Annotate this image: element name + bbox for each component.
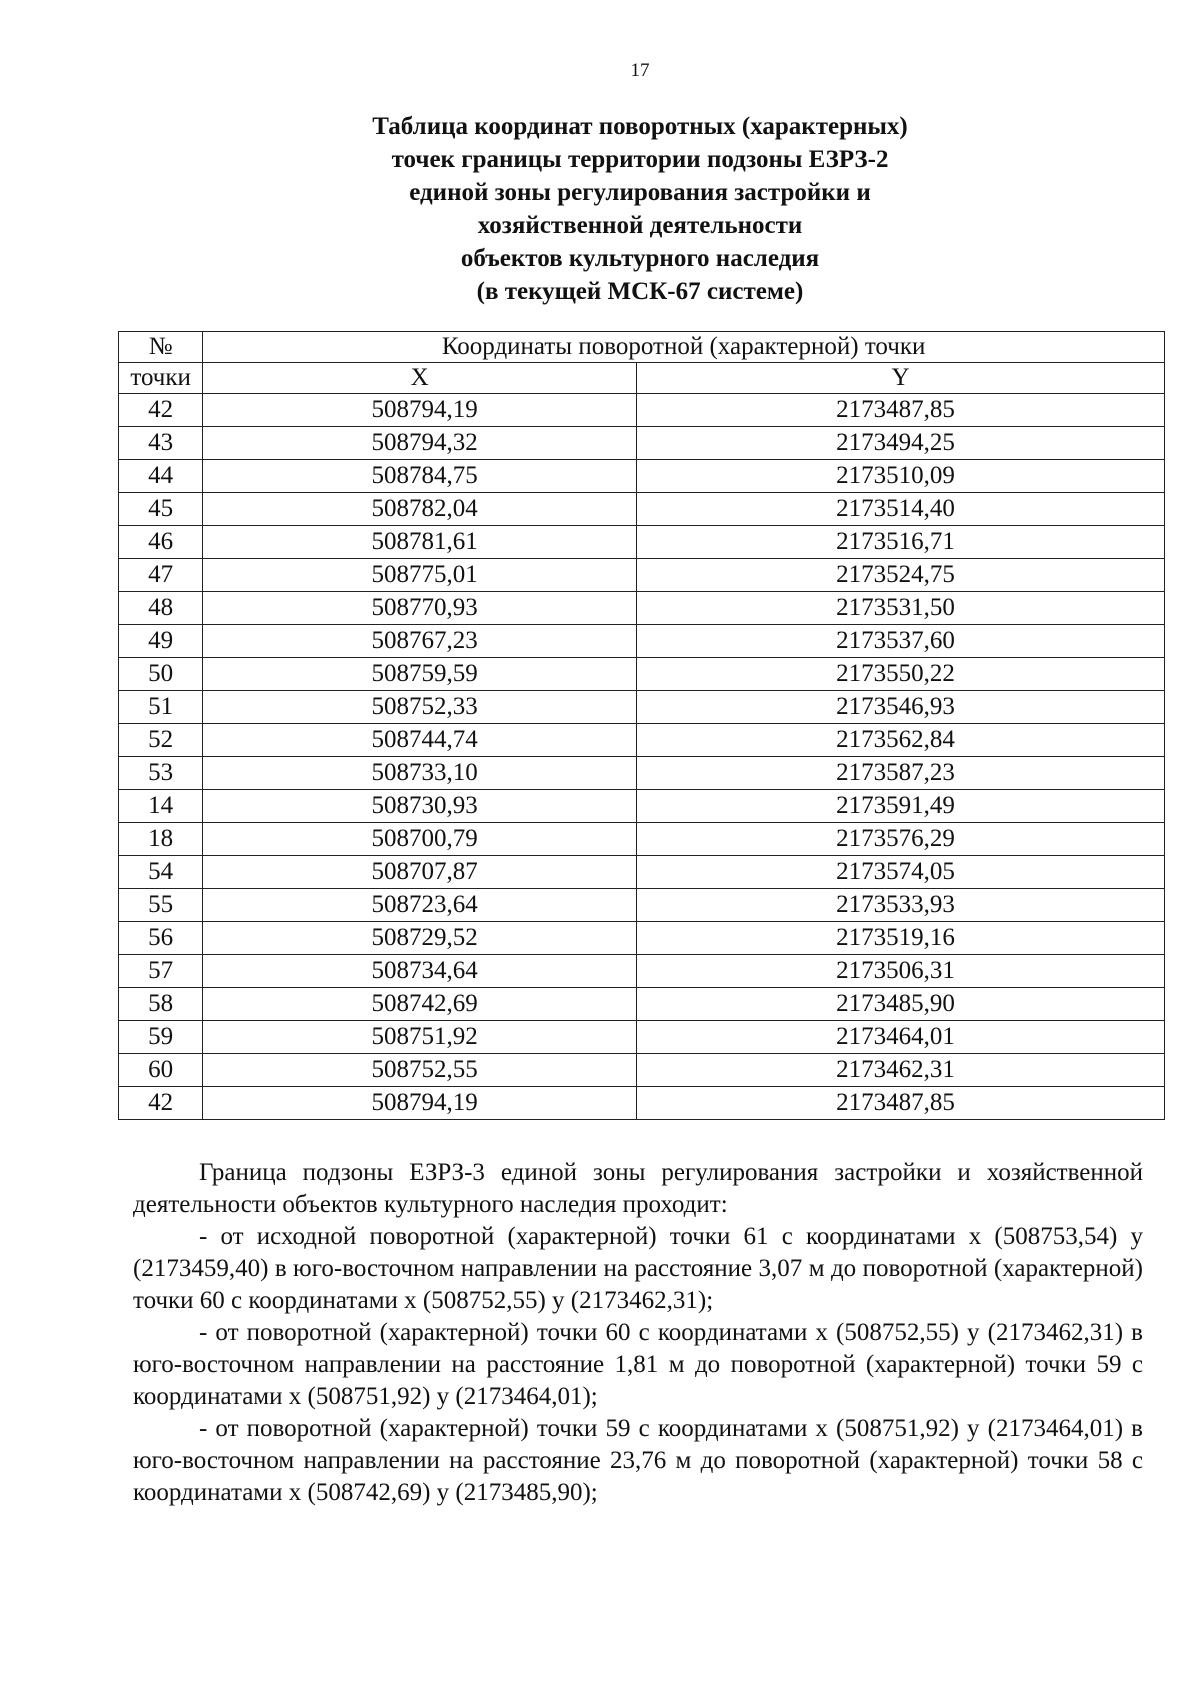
- y-coordinate: 2173574,05: [636, 856, 1164, 889]
- y-coordinate: 2173537,60: [636, 625, 1164, 658]
- table-row: [119, 724, 1165, 757]
- header-coordinates: Координаты поворотной (характерной) точки: [203, 332, 1165, 363]
- header-num-top: №: [119, 332, 203, 363]
- x-coordinate: 508794,19: [203, 394, 637, 427]
- x-coordinate: 508781,61: [203, 526, 637, 559]
- table-row: [119, 1021, 1165, 1054]
- table-row: [119, 691, 1165, 724]
- point-number: 57: [119, 955, 203, 988]
- body-text: [133, 1157, 1143, 1509]
- table-row: [119, 658, 1165, 691]
- y-coordinate: 2173464,01: [636, 1021, 1164, 1054]
- table-row: [119, 955, 1165, 988]
- point-number: 58: [119, 988, 203, 1021]
- y-coordinate: 2173519,16: [636, 922, 1164, 955]
- table-row: [119, 922, 1165, 955]
- x-coordinate: 508752,33: [203, 691, 637, 724]
- table-row: [119, 526, 1165, 559]
- x-coordinate: 508742,69: [203, 988, 637, 1021]
- y-coordinate: 2173485,90: [636, 988, 1164, 1021]
- y-coordinate: 2173533,93: [636, 889, 1164, 922]
- point-number: 42: [119, 1087, 203, 1120]
- y-coordinate: 2173550,22: [636, 658, 1164, 691]
- y-coordinate: 2173487,85: [636, 394, 1164, 427]
- table-row: [119, 757, 1165, 790]
- header-x: X: [203, 363, 637, 394]
- title-line: (в текущей МСК-67 системе): [476, 278, 804, 305]
- paragraph-segment: - от поворотной (характерной) точки 60 с координатами х (508752,55) у (2173462,31) в юго-восточном направлении на расстояние 1,81 м до поворотной (характерной) точки 59 с координатами х (508751,92) у (2173464,01);: [133, 1319, 1143, 1410]
- x-coordinate: 508767,23: [203, 625, 637, 658]
- point-number: 53: [119, 757, 203, 790]
- point-number: 44: [119, 460, 203, 493]
- table-row: [119, 592, 1165, 625]
- point-number: 50: [119, 658, 203, 691]
- x-coordinate: 508744,74: [203, 724, 637, 757]
- x-coordinate: 508729,52: [203, 922, 637, 955]
- x-coordinate: 508770,93: [203, 592, 637, 625]
- y-coordinate: 2173516,71: [636, 526, 1164, 559]
- x-coordinate: 508723,64: [203, 889, 637, 922]
- y-coordinate: 2173562,84: [636, 724, 1164, 757]
- title-line: точек границы территории подзоны ЕЗРЗ-2: [391, 146, 889, 173]
- coordinates-table: [118, 331, 1165, 1120]
- point-number: 59: [119, 1021, 203, 1054]
- y-coordinate: 2173524,75: [636, 559, 1164, 592]
- x-coordinate: 508734,64: [203, 955, 637, 988]
- x-coordinate: 508794,19: [203, 1087, 637, 1120]
- x-coordinate: 508775,01: [203, 559, 637, 592]
- table-row: [119, 625, 1165, 658]
- title-line: объектов культурного наследия: [460, 245, 820, 272]
- point-number: 46: [119, 526, 203, 559]
- x-coordinate: 508759,59: [203, 658, 637, 691]
- paragraph-segment: - от поворотной (характерной) точки 59 с координатами х (508751,92) у (2173464,01) в юго-восточном направлении на расстояние 23,76 м до поворотной (характерной) точки 58 с координатами х (508742,69) у (2173485,90);: [133, 1415, 1143, 1506]
- paragraph-intro: Граница подзоны ЕЗРЗ-3 единой зоны регулирования застройки и хозяйственной деятельности объектов культурного наследия проходит:: [133, 1159, 1143, 1218]
- table-row: [119, 988, 1165, 1021]
- point-number: 43: [119, 427, 203, 460]
- y-coordinate: 2173510,09: [636, 460, 1164, 493]
- table-row: [119, 559, 1165, 592]
- x-coordinate: 508733,10: [203, 757, 637, 790]
- y-coordinate: 2173546,93: [636, 691, 1164, 724]
- table-row: [119, 790, 1165, 823]
- y-coordinate: 2173462,31: [636, 1054, 1164, 1087]
- point-number: 51: [119, 691, 203, 724]
- point-number: 56: [119, 922, 203, 955]
- table-row: [119, 493, 1165, 526]
- y-coordinate: 2173487,85: [636, 1087, 1164, 1120]
- title-line: единой зоны регулирования застройки и: [409, 179, 871, 206]
- y-coordinate: 2173591,49: [636, 790, 1164, 823]
- title-line: Таблица координат поворотных (характерных): [372, 113, 908, 140]
- x-coordinate: 508784,75: [203, 460, 637, 493]
- y-coordinate: 2173531,50: [636, 592, 1164, 625]
- point-number: 47: [119, 559, 203, 592]
- page-number: 17: [630, 60, 650, 81]
- table-row: [119, 460, 1165, 493]
- point-number: 14: [119, 790, 203, 823]
- table-row: [119, 856, 1165, 889]
- point-number: 42: [119, 394, 203, 427]
- document-title: [0, 110, 1200, 308]
- paragraph-segment: - от исходной поворотной (характерной) точки 61 с координатами х (508753,54) у (2173459,40) в юго-восточном направлении на расстояние 3,07 м до поворотной (характерной) точки 60 с координатами х (508752,55) у (2173462,31);: [133, 1223, 1143, 1314]
- table-row: [119, 1054, 1165, 1087]
- y-coordinate: 2173587,23: [636, 757, 1164, 790]
- y-coordinate: 2173576,29: [636, 823, 1164, 856]
- point-number: 54: [119, 856, 203, 889]
- y-coordinate: 2173506,31: [636, 955, 1164, 988]
- point-number: 60: [119, 1054, 203, 1087]
- table-body: [119, 394, 1165, 1120]
- table-row: [119, 823, 1165, 856]
- header-num-bottom: точки: [119, 363, 203, 394]
- x-coordinate: 508782,04: [203, 493, 637, 526]
- x-coordinate: 508751,92: [203, 1021, 637, 1054]
- table-row: [119, 1087, 1165, 1120]
- point-number: 45: [119, 493, 203, 526]
- point-number: 18: [119, 823, 203, 856]
- point-number: 48: [119, 592, 203, 625]
- x-coordinate: 508700,79: [203, 823, 637, 856]
- y-coordinate: 2173514,40: [636, 493, 1164, 526]
- title-line: хозяйственной деятельности: [477, 212, 803, 239]
- table-row: [119, 394, 1165, 427]
- header-y: Y: [636, 363, 1164, 394]
- table-row: [119, 889, 1165, 922]
- point-number: 49: [119, 625, 203, 658]
- point-number: 55: [119, 889, 203, 922]
- x-coordinate: 508707,87: [203, 856, 637, 889]
- x-coordinate: 508752,55: [203, 1054, 637, 1087]
- y-coordinate: 2173494,25: [636, 427, 1164, 460]
- x-coordinate: 508730,93: [203, 790, 637, 823]
- point-number: 52: [119, 724, 203, 757]
- table-row: [119, 427, 1165, 460]
- x-coordinate: 508794,32: [203, 427, 637, 460]
